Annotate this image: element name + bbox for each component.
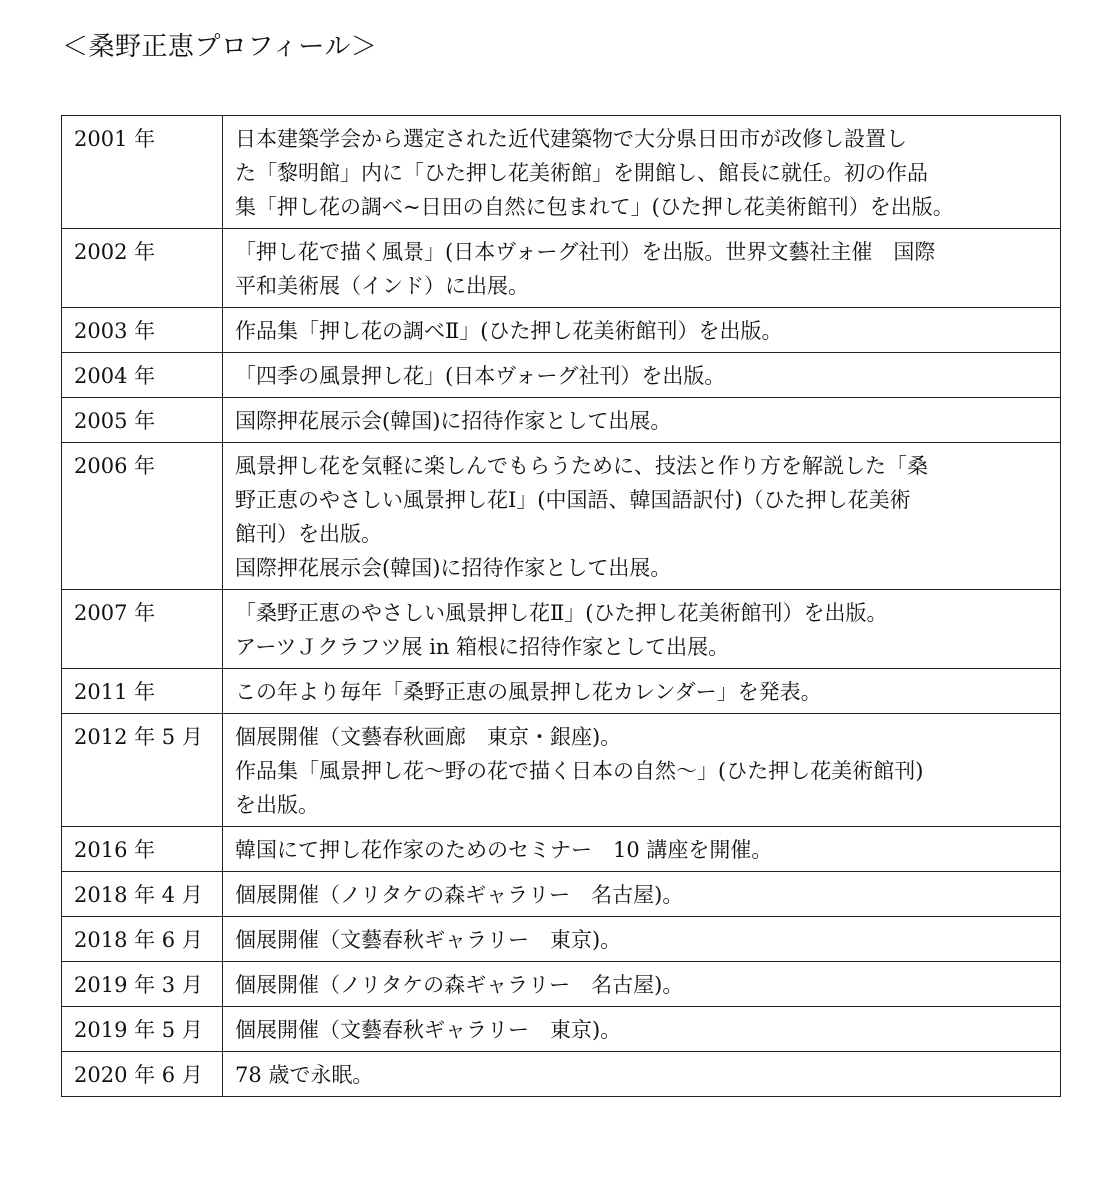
description-cell: [223, 353, 1061, 398]
page-title: ＜桑野正恵プロフィール＞: [62, 32, 378, 62]
description-line: この年より毎年「桑野正恵の風景押し花カレンダー」を発表。: [235, 680, 822, 704]
profile-table-body: [62, 116, 1061, 1097]
table-row: [62, 872, 1061, 917]
description-line: 集「押し花の調べ~日田の自然に包まれて」(ひた押し花美術館刊）を出版。: [235, 195, 954, 219]
description-line: 「押し花で描く風景」(日本ヴォーグ社刊）を出版。世界文藝社主催 国際: [235, 240, 936, 264]
description-cell: [223, 1007, 1061, 1052]
description-cell: [223, 669, 1061, 714]
year-cell: 2019 年 5 月: [62, 1007, 223, 1052]
year-cell: 2001 年: [62, 116, 223, 229]
table-row: [62, 962, 1061, 1007]
description-line: 韓国にて押し花作家のためのセミナー 10 講座を開催。: [235, 838, 773, 862]
year-cell: 2016 年: [62, 827, 223, 872]
year-cell: 2011 年: [62, 669, 223, 714]
table-row: [62, 669, 1061, 714]
description-cell: [223, 590, 1061, 669]
description-line: 「桑野正恵のやさしい風景押し花Ⅱ」(ひた押し花美術館刊）を出版。: [235, 601, 888, 625]
description-cell: [223, 827, 1061, 872]
year-cell: 2002 年: [62, 229, 223, 308]
description-line: 「四季の風景押し花」(日本ヴォーグ社刊）を出版。: [235, 364, 726, 388]
year-cell: 2020 年 6 月: [62, 1052, 223, 1097]
table-row: [62, 827, 1061, 872]
table-row: [62, 353, 1061, 398]
year-cell: 2012 年 5 月: [62, 714, 223, 827]
description-line: 日本建築学会から選定された近代建築物で大分県日田市が改修し設置し: [235, 127, 907, 151]
description-cell: [223, 229, 1061, 308]
description-cell: [223, 714, 1061, 827]
description-line: 作品集「押し花の調べⅡ」(ひた押し花美術館刊）を出版。: [235, 319, 783, 343]
description-line: 館刊）を出版。: [235, 522, 382, 546]
description-line: 風景押し花を気軽に楽しんでもらうために、技法と作り方を解説した「桑: [235, 454, 928, 478]
year-cell: 2006 年: [62, 443, 223, 590]
table-row: [62, 308, 1061, 353]
description-line: 国際押花展示会(韓国)に招待作家として出展。: [235, 409, 672, 433]
description-line: 平和美術展（インド）に出展。: [235, 274, 529, 298]
table-row: [62, 590, 1061, 669]
table-row: [62, 1052, 1061, 1097]
table-row: [62, 229, 1061, 308]
description-line: 野正恵のやさしい風景押し花Ⅰ」(中国語、韓国語訳付)（ひた押し花美術: [235, 488, 911, 512]
profile-table: [61, 115, 1061, 1097]
description-line: 78 歳で永眠。: [235, 1063, 374, 1087]
table-row: [62, 1007, 1061, 1052]
year-cell: 2018 年 6 月: [62, 917, 223, 962]
description-cell: [223, 872, 1061, 917]
description-cell: [223, 398, 1061, 443]
year-cell: 2019 年 3 月: [62, 962, 223, 1007]
description-cell: [223, 308, 1061, 353]
year-cell: 2007 年: [62, 590, 223, 669]
year-cell: 2003 年: [62, 308, 223, 353]
description-line: 個展開催（ノリタケの森ギャラリー 名古屋)。: [235, 883, 684, 907]
description-line: 個展開催（文藝春秋ギャラリー 東京)。: [235, 928, 622, 952]
description-line: アーツＪクラフツ展 in 箱根に招待作家として出展。: [235, 635, 730, 659]
table-row: [62, 116, 1061, 229]
description-line: た「黎明館」内に「ひた押し花美術館」を開館し、館長に就任。初の作品: [235, 161, 928, 185]
table-row: [62, 398, 1061, 443]
year-cell: 2005 年: [62, 398, 223, 443]
table-row: [62, 714, 1061, 827]
description-line: 国際押花展示会(韓国)に招待作家として出展。: [235, 556, 672, 580]
description-cell: [223, 116, 1061, 229]
description-line: を出版。: [235, 793, 319, 817]
description-cell: [223, 917, 1061, 962]
year-cell: 2004 年: [62, 353, 223, 398]
year-cell: 2018 年 4 月: [62, 872, 223, 917]
description-line: 個展開催（文藝春秋画廊 東京・銀座)。: [235, 725, 622, 749]
table-row: [62, 917, 1061, 962]
description-cell: [223, 962, 1061, 1007]
description-line: 作品集「風景押し花～野の花で描く日本の自然～」(ひた押し花美術館刊): [235, 759, 924, 783]
description-cell: [223, 443, 1061, 590]
table-row: [62, 443, 1061, 590]
description-line: 個展開催（文藝春秋ギャラリー 東京)。: [235, 1018, 622, 1042]
description-line: 個展開催（ノリタケの森ギャラリー 名古屋)。: [235, 973, 684, 997]
description-cell: [223, 1052, 1061, 1097]
